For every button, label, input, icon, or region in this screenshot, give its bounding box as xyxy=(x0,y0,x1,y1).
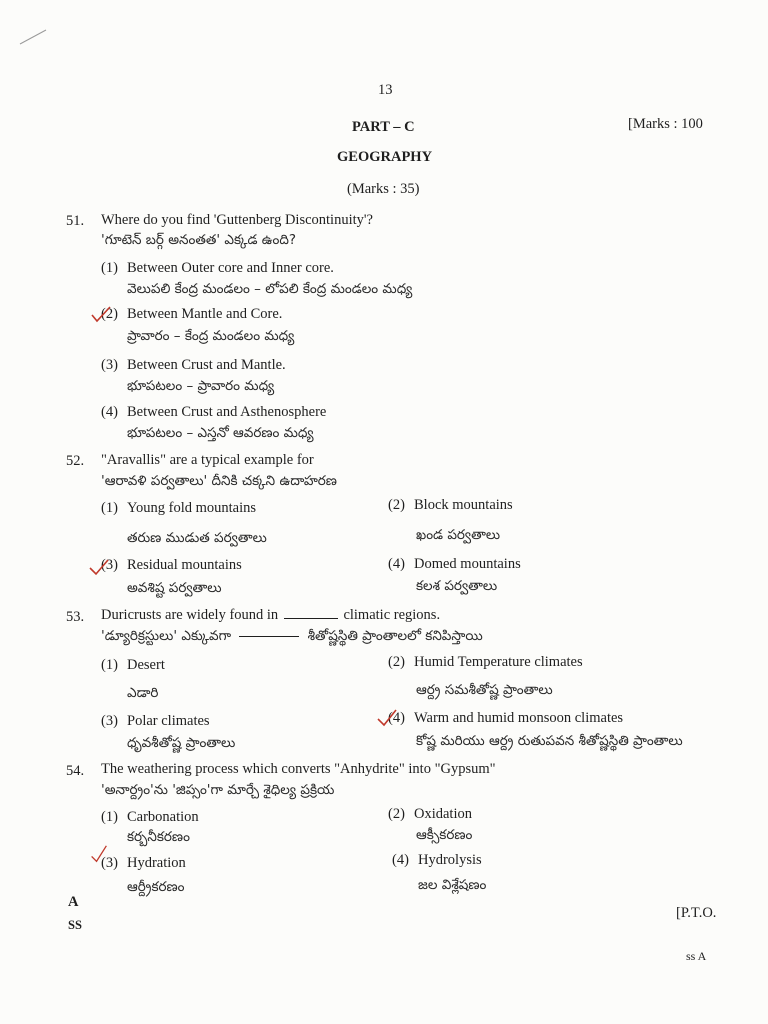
option-text-telugu: ఖండ పర్వతాలు xyxy=(416,527,501,543)
option-number: (1) xyxy=(101,260,118,276)
option-text-telugu: కర్బనీకరణం xyxy=(127,829,190,845)
option-text-telugu: భూపటలం – ప్రావారం మధ్య xyxy=(127,378,275,394)
page-number: 13 xyxy=(378,82,393,98)
tick-mark-icon xyxy=(88,845,110,863)
pto-label: [P.T.O. xyxy=(676,905,717,921)
option-4[interactable] xyxy=(388,556,521,573)
option-text-telugu: భూపటలం – ఎస్తనో ఆవరణం మధ్య xyxy=(127,425,314,441)
series-code: SS xyxy=(68,918,82,932)
series-letter: A xyxy=(68,894,79,910)
question-text-telugu-start: 'డ్యూరిక్రస్టులు' ఎక్కువగా xyxy=(101,628,232,644)
option-text-telugu: ఆర్ద్రీకరణం xyxy=(127,879,185,895)
option-text-telugu: జల విశ్లేషణం xyxy=(418,877,487,893)
subject-marks: (Marks : 35) xyxy=(347,181,420,197)
option-3[interactable] xyxy=(101,557,242,574)
option-text: Hydration xyxy=(127,855,186,871)
option-text-telugu: ఆక్సీకరణం xyxy=(416,827,473,843)
option-text-telugu: కలశ పర్వతాలు xyxy=(416,578,498,594)
option-1[interactable] xyxy=(101,809,199,826)
option-number: (3) xyxy=(101,713,118,729)
option-2[interactable] xyxy=(388,806,472,823)
option-2[interactable] xyxy=(388,497,513,514)
option-text-telugu: ప్రావారం – కేంద్ర మండలం మధ్య xyxy=(127,328,295,344)
option-4[interactable] xyxy=(392,852,482,869)
question-text: The weathering process which converts "Anhydrite" into "Gypsum" xyxy=(101,761,496,777)
part-heading: PART – C xyxy=(352,119,415,135)
option-number: (3) xyxy=(101,855,118,871)
option-text: Polar climates xyxy=(127,713,210,729)
option-number: (2) xyxy=(388,806,405,822)
option-text-telugu: అవశిష్ట పర్వతాలు xyxy=(127,580,222,596)
question-text-telugu xyxy=(101,628,483,647)
question-text-end: climatic regions. xyxy=(343,607,441,623)
option-text: Between Mantle and Core. xyxy=(127,306,283,322)
question-text-telugu-end: శీతోష్ణస్థితి ప్రాంతాలలో కనిపిస్తాయి xyxy=(307,628,483,644)
option-text: Between Crust and Asthenosphere xyxy=(127,404,327,420)
tick-mark-icon xyxy=(88,558,110,576)
question-text-telugu: 'అనార్ద్రం'ను 'జిప్సం'గా మార్చే శైధిల్య ప్రక్రియ xyxy=(101,782,335,798)
option-2[interactable] xyxy=(101,306,282,323)
option-text: Humid Temperature climates xyxy=(414,654,583,670)
subject-title: GEOGRAPHY xyxy=(337,149,433,165)
option-text: Residual mountains xyxy=(127,557,242,573)
question-number: 51. xyxy=(66,213,85,229)
question-text-start: Duricrusts are widely found in xyxy=(101,607,279,623)
option-3[interactable] xyxy=(101,713,210,730)
option-number: (2) xyxy=(388,497,405,513)
question-number: 54. xyxy=(66,763,85,779)
question-text xyxy=(101,607,440,624)
option-number: (4) xyxy=(101,404,118,420)
question-text-telugu: 'ఆరావళి పర్వతాలు' దీనికి చక్కని ఉదాహరణ xyxy=(101,473,337,489)
option-number: (1) xyxy=(101,500,118,516)
option-text-telugu: ఎడారి xyxy=(127,685,159,701)
option-4[interactable] xyxy=(388,710,623,727)
question-number: 52. xyxy=(66,453,85,469)
option-text-telugu: ఆర్ద్ర సమశీతోష్ణ ప్రాంతాలు xyxy=(416,682,553,698)
question-text-telugu: 'గూటెన్ బర్గ్ అనంతత' ఎక్కడ ఉంది? xyxy=(101,232,297,248)
tick-mark-icon xyxy=(90,306,112,324)
option-number: (4) xyxy=(388,556,405,572)
option-number: (2) xyxy=(101,306,118,322)
option-number: (4) xyxy=(388,710,405,726)
marks-total: [Marks : 100 xyxy=(628,116,703,132)
option-3[interactable] xyxy=(101,855,186,872)
question-text: Where do you find 'Guttenberg Discontinuity'? xyxy=(101,212,373,228)
option-number: (3) xyxy=(101,557,118,573)
question-text: "Aravallis" are a typical example for xyxy=(101,452,314,468)
option-number: (2) xyxy=(388,654,405,670)
option-text: Oxidation xyxy=(414,806,472,822)
option-number: (4) xyxy=(392,852,409,868)
tick-mark-icon xyxy=(376,709,398,727)
option-text: Domed mountains xyxy=(414,556,521,572)
option-text: Block mountains xyxy=(414,497,513,513)
question-number: 53. xyxy=(66,609,85,625)
option-number: (1) xyxy=(101,809,118,825)
option-text-telugu: వెలుపలి కేంద్ర మండలం – లోపలి కేంద్ర మండలం మధ్య xyxy=(127,281,413,297)
option-4[interactable] xyxy=(101,404,326,421)
option-text: Young fold mountains xyxy=(127,500,257,516)
option-text-telugu: కోష్ణ మరియు ఆర్ద్ర రుతుపవన శీతోష్ణస్థితి ప్రాంతాలు xyxy=(416,733,683,749)
option-text: Between Outer core and Inner core. xyxy=(127,260,334,276)
answer-blank xyxy=(284,618,338,619)
option-text: Desert xyxy=(127,657,165,673)
option-text-telugu: తరుణ ముడుత పర్వతాలు xyxy=(127,530,267,546)
page-code: ss A xyxy=(686,949,707,963)
option-text: Between Crust and Mantle. xyxy=(127,357,286,373)
option-number: (3) xyxy=(101,357,118,373)
pencil-mark-icon xyxy=(18,28,48,46)
option-text-telugu: ధృవశీతోష్ణ ప్రాంతాలు xyxy=(127,735,236,751)
option-number: (1) xyxy=(101,657,118,673)
option-2[interactable] xyxy=(388,654,583,671)
option-text: Carbonation xyxy=(127,809,199,825)
answer-blank xyxy=(239,636,299,637)
option-1[interactable] xyxy=(101,500,256,517)
option-text: Hydrolysis xyxy=(418,852,482,868)
option-1[interactable] xyxy=(101,657,165,674)
option-1[interactable] xyxy=(101,260,334,277)
option-3[interactable] xyxy=(101,357,286,374)
option-text: Warm and humid monsoon climates xyxy=(414,710,624,726)
